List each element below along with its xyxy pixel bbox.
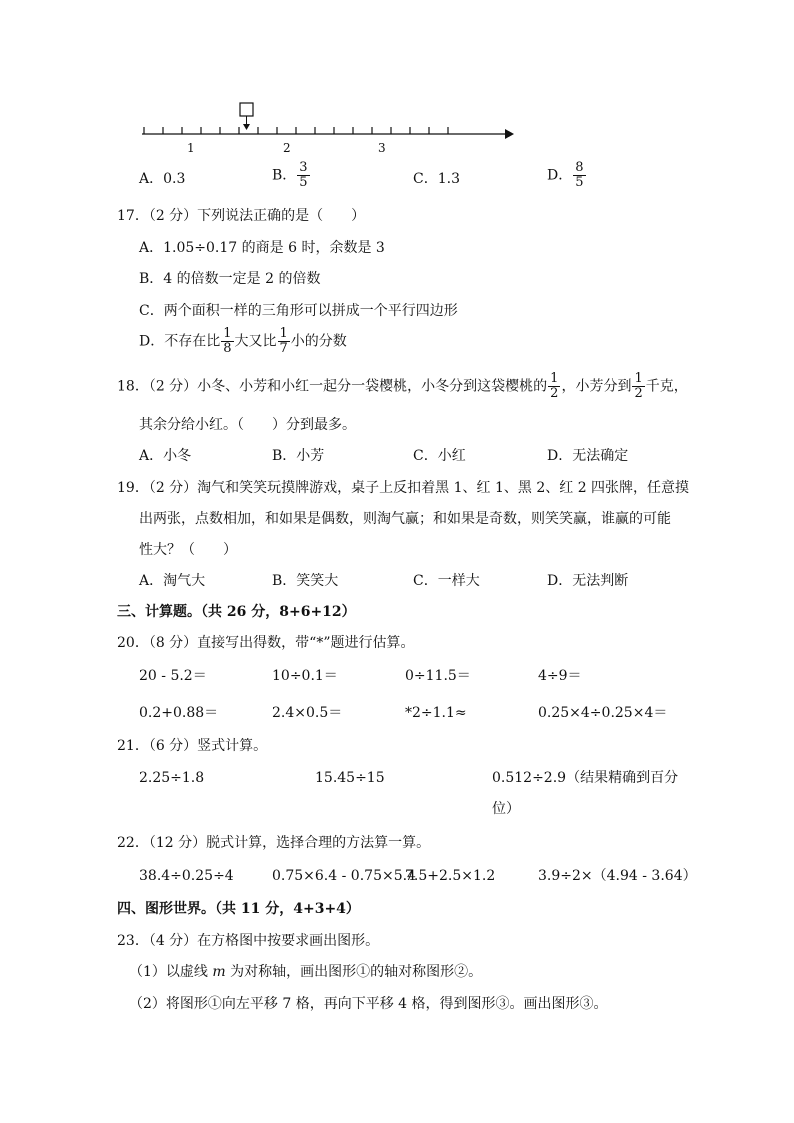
q20-item: 20 - 5.2＝ [139, 668, 207, 684]
fraction [221, 327, 233, 356]
fraction [297, 161, 309, 190]
q21-item: 0.512÷2.9（结果精确到百分 [492, 770, 679, 786]
text-part: ，小芳分到 [561, 378, 632, 395]
answer-box [240, 103, 253, 116]
numerator: 1 [634, 371, 643, 386]
q17-stem: 17．（2 分）下列说法正确的是（ ） [117, 208, 366, 224]
q21-item: 2.25÷1.8 [139, 770, 205, 786]
numerator: 1 [279, 326, 288, 341]
q20-item: 2.4×0.5＝ [272, 705, 343, 721]
section-4-heading: 四、图形世界。（共 11 分，4+3+4） [117, 901, 360, 917]
denominator: 8 [223, 341, 232, 356]
text-part: 18．（2 分）小冬、小芳和小红一起分一袋樱桃，小冬分到这袋樱桃的 [117, 378, 548, 395]
q18-line2: 其余分给小红。（ ）分到最多。 [139, 417, 356, 433]
q16-option-c: C．1.3 [413, 171, 460, 187]
q18-option-c: C．小红 [413, 448, 466, 464]
text-part: （1）以虚线 [129, 964, 213, 980]
q16-option-d-prefix: D． [547, 167, 573, 184]
q19-line1: 19．（2 分）淘气和笑笑玩摸牌游戏，桌子上反扣着黑 1、红 1、黑 2、红 2 四张牌，任意摸 [117, 480, 690, 496]
q19-option-d: D．无法判断 [547, 573, 629, 589]
q22-item: 3.9÷2×（4.94 - 3.64） [538, 868, 697, 884]
q20-stem: 20．（8 分）直接写出得数，带“*”题进行估算。 [117, 635, 415, 651]
numerator: 1 [550, 371, 559, 386]
q20-item: 10÷0.1＝ [272, 668, 338, 684]
q19-line2: 出两张，点数相加，和如果是偶数，则淘气赢；和如果是奇数，则笑笑赢，谁赢的可能 [139, 511, 671, 527]
q20-item: 0÷11.5＝ [405, 668, 471, 684]
q16-option-b-prefix: B． [272, 167, 297, 184]
q19-option-a: A．淘气大 [139, 573, 206, 589]
fraction [548, 372, 560, 401]
tick-label-2: 2 [283, 141, 291, 155]
numerator: 8 [575, 160, 584, 175]
denominator: 5 [575, 175, 584, 190]
denominator: 2 [550, 386, 559, 401]
tick-label-3: 3 [378, 141, 386, 155]
q17-option-a: A．1.05÷0.17 的商是 6 时，余数是 3 [139, 240, 385, 256]
q22-item: 38.4÷0.25÷4 [139, 868, 234, 884]
q23-part-1 [129, 963, 482, 981]
fraction [632, 372, 644, 401]
q16-option-a: A．0.3 [139, 171, 186, 187]
q22-item: 7.5+2.5×1.2 [405, 868, 496, 884]
q22-item: 0.75×6.4 - 0.75×5.4 [272, 868, 416, 884]
q20-item: 0.2+0.88＝ [139, 705, 219, 721]
denominator: 5 [299, 175, 308, 190]
q23-stem: 23．（4 分）在方格图中按要求画出图形。 [117, 933, 380, 949]
denominator: 7 [279, 341, 288, 356]
text-part: 小的分数 [290, 333, 347, 350]
section-3-heading: 三、计算题。（共 26 分，8+6+12） [117, 604, 356, 620]
q16-option-b [272, 161, 311, 190]
text-part: 千克， [645, 378, 688, 395]
numerator: 3 [299, 160, 308, 175]
text-part: 大又比 [234, 333, 277, 350]
q18-option-b: B．小芳 [272, 448, 325, 464]
q20-item: 4÷9＝ [538, 668, 582, 684]
q18-option-d: D．无法确定 [547, 448, 629, 464]
fraction [573, 161, 585, 190]
q20-item: 0.25×4÷0.25×4＝ [538, 705, 668, 721]
variable-m: m [212, 964, 226, 980]
q18-line1 [117, 372, 688, 401]
q20-item: *2÷1.1≈ [405, 705, 467, 721]
q22-stem: 22．（12 分）脱式计算，选择合理的方法算一算。 [117, 835, 431, 851]
q16-option-d [547, 161, 587, 190]
q18-option-a: A．小冬 [139, 448, 192, 464]
q21-item-continuation: 位） [492, 801, 520, 817]
numerator: 1 [223, 326, 232, 341]
q21-stem: 21．（6 分）竖式计算。 [117, 738, 268, 754]
q17-option-d [139, 327, 347, 356]
text-part: 为对称轴，画出图形①的轴对称图形②。 [225, 964, 483, 980]
number-line [0, 0, 794, 160]
text-part: D．不存在比 [139, 333, 221, 350]
q23-part-2: （2）将图形①向左平移 7 格，再向下平移 4 格，得到图形③。画出图形③。 [129, 996, 608, 1012]
fraction [278, 327, 290, 356]
q19-option-b: B．笑笑大 [272, 573, 339, 589]
q17-option-b: B．4 的倍数一定是 2 的倍数 [139, 271, 321, 287]
q21-item: 15.45÷15 [315, 770, 385, 786]
q19-option-c: C．一样大 [413, 573, 480, 589]
denominator: 2 [634, 386, 643, 401]
tick-label-1: 1 [187, 141, 195, 155]
q17-option-c: C．两个面积一样的三角形可以拼成一个平行四边形 [139, 303, 458, 319]
q19-line3: 性大？（ ） [139, 542, 237, 558]
